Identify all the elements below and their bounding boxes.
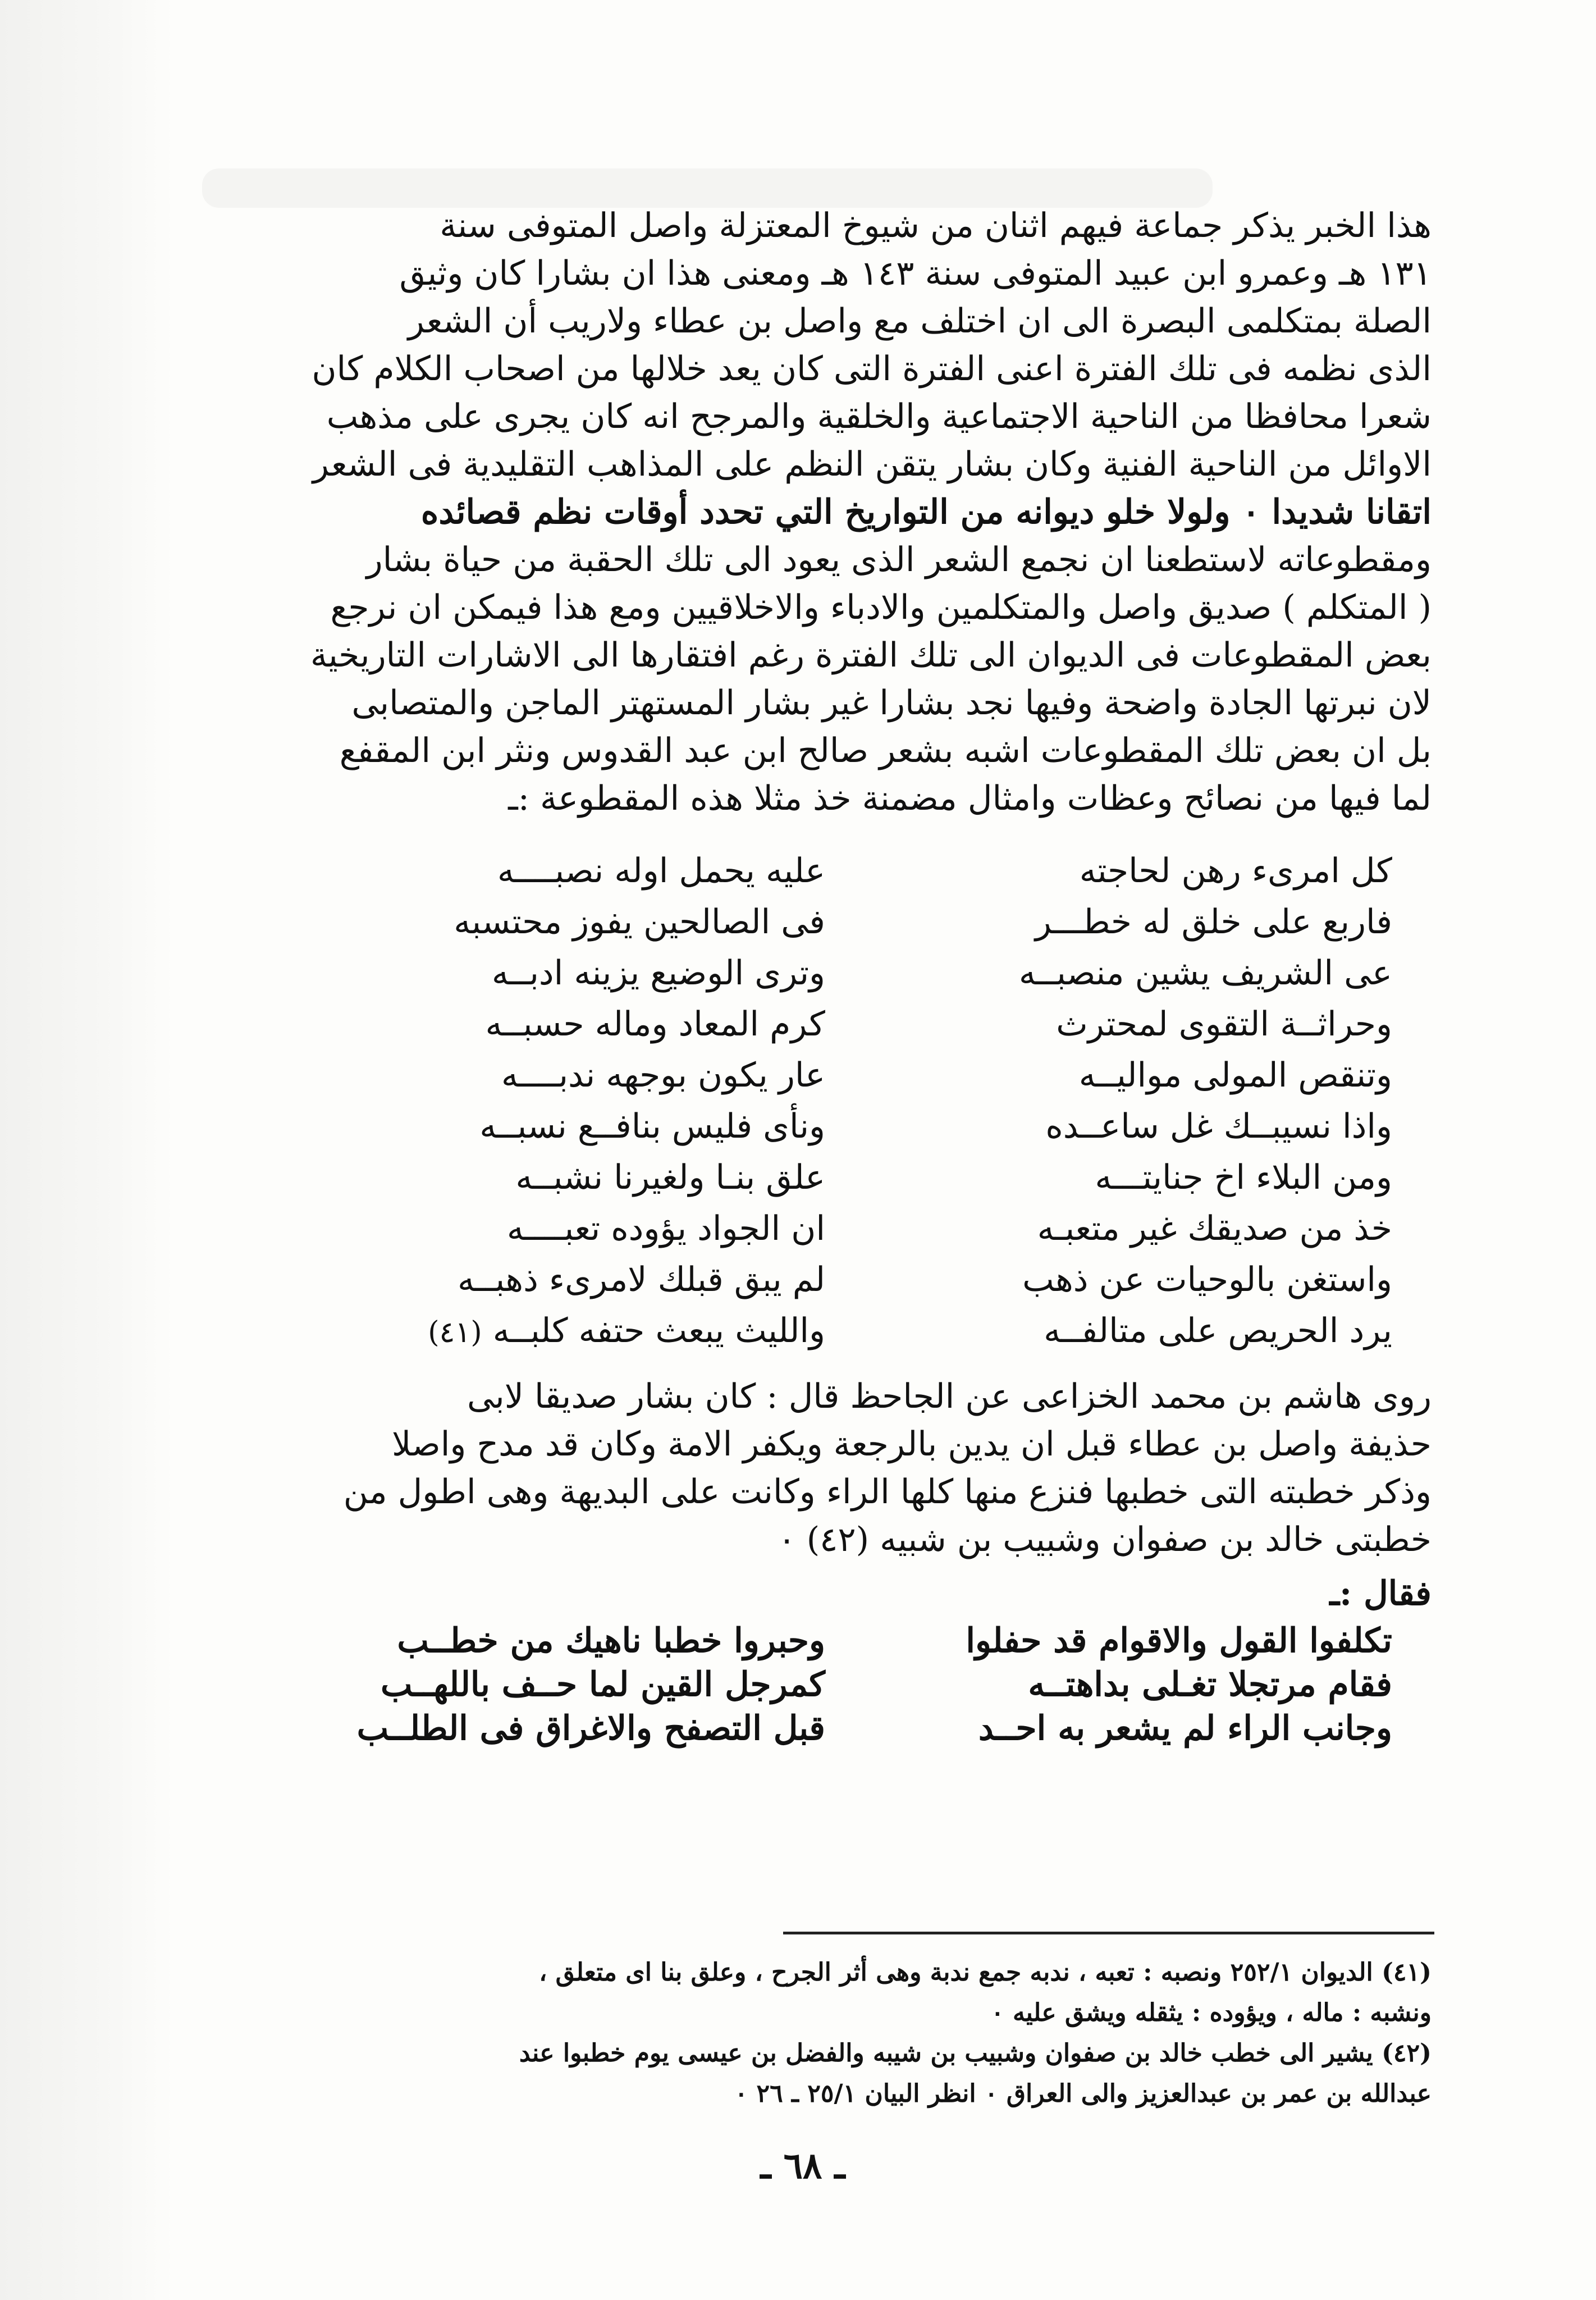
- verse-line: [185, 1305, 1432, 1356]
- footnote-reference: (٤١): [428, 1315, 482, 1349]
- text-line: لما فيها من نصائح وعظات وامثال مضمنة خذ مثلا هذه المقطوعة :ـ: [508, 779, 1432, 818]
- text-line: شعرا محافظا من الناحية الاجتماعية والخلقية والمرجح انه كان يجرى على مذهب: [326, 397, 1432, 436]
- verse-line: [185, 845, 1432, 896]
- poem-2: [185, 1619, 1432, 1750]
- verse-first-hemistich: وجانب الراء لم يشعر به احــد: [978, 1709, 1392, 1748]
- text-line: الاوائل من الناحية الفنية وكان بشار يتقن النظم على المذاهب التقليدية فى الشعر: [312, 445, 1432, 484]
- text-line: بل ان بعض تلك المقطوعات اشبه بشعر صالح ابن عبد القدوس ونثر ابن المقفع: [339, 731, 1432, 770]
- verse-first-hemistich: وتنقص المولى مواليــه: [1078, 1055, 1392, 1095]
- text-line: ( المتكلم ) صديق واصل والمتكلمين والادباء والاخلاقيين ومع هذا فيمكن ان نرجع: [330, 588, 1432, 627]
- verse-second-hemistich: وحبروا خطبا ناهيك من خطــب: [397, 1621, 825, 1660]
- verse-first-hemistich: وحراثــة التقوى لمحترث: [1056, 1004, 1392, 1044]
- verse-line: [185, 1049, 1432, 1101]
- verse-first-hemistich: فاربع على خلق له خطـــر: [1035, 902, 1392, 942]
- verse-second-hemistich: [185, 1311, 825, 1350]
- footnote-line: عبدالله بن عمر بن عبدالعزيز والى العراق ٠ انظر البيان ٢٥/١ ـ ٢٦ ٠: [734, 2079, 1432, 2108]
- text-line: حذيفة واصل بن عطاء قبل ان يدين بالرجعة ويكفر الامة وكان قد مدح واصلا: [391, 1425, 1432, 1464]
- verse-second-hemistich: فى الصالحين يفوز محتسبه: [454, 902, 825, 942]
- text-line: الصلة بمتكلمى البصرة الى ان اختلف مع واصل بن عطاء ولاريب أن الشعر: [408, 302, 1432, 341]
- verse-line: [185, 896, 1432, 947]
- verse-second-hemistich: عليه يحمل اوله نصبــــه: [497, 851, 825, 891]
- verse-line: [185, 1203, 1432, 1254]
- verse-second-hemistich: عار يكون بوجهه ندبــــه: [501, 1055, 825, 1095]
- verse-second-hemistich: وترى الوضيع يزينه ادبــه: [491, 953, 825, 993]
- text-line: هذا الخبر يذكر جماعة فيهم اثنان من شيوخ المعتزلة واصل المتوفى سنة: [440, 206, 1432, 245]
- verse-second-hemistich: قبل التصفح والاغراق فى الطلــب: [356, 1709, 825, 1748]
- paragraph-1: [185, 202, 1432, 823]
- verse-line: [185, 947, 1432, 998]
- verse-second-hemistich: ان الجواد يؤوده تعبــــه: [506, 1208, 825, 1248]
- verse-line: [185, 1706, 1432, 1750]
- footnote-divider: [783, 1932, 1434, 1934]
- verse-first-hemistich: ومن البلاء اخ جنايتـــه: [1095, 1157, 1392, 1197]
- footnote-line: (٤١) الديوان ٢٥٢/١ ونصبه : تعبه ، ندبه جمع ندبة وهى أثر الجرح ، وعلق بنا اى متعلق ،: [539, 1958, 1432, 1987]
- footnotes: [191, 1954, 1432, 2116]
- verse-first-hemistich: فقام مرتجلا تغـلى بداهتــه: [1028, 1665, 1392, 1704]
- verse-second-hemistich: كمرجل القين لما حــف باللهــب: [381, 1665, 825, 1704]
- text-line: لان نبرتها الجادة واضحة وفيها نجد بشارا غير بشار المستهتر الماجن والمتصابى: [351, 683, 1432, 723]
- verse-first-hemistich: خذ من صديقك غير متعبـه: [1037, 1208, 1392, 1248]
- poem-intro: فقال :ـ: [1329, 1574, 1432, 1613]
- text-line: ومقطوعاته لاستطعنا ان نجمع الشعر الذى يعود الى تلك الحقبة من حياة بشار: [366, 540, 1432, 579]
- verse-second-hemistich: ونأى فليس بنافــع نسبــه: [479, 1106, 825, 1146]
- verse-line: [185, 998, 1432, 1049]
- text-line: الذى نظمه فى تلك الفترة اعنى الفترة التى كان يعد خلالها من اصحاب الكلام كان: [312, 349, 1432, 389]
- text-line: بعض المقطوعات فى الديوان الى تلك الفترة رغم افتقارها الى الاشارات التاريخية: [310, 636, 1432, 675]
- paragraph-2: [185, 1373, 1432, 1564]
- verse-second-hemistich: لم يبق قبلك لامرىء ذهبــه: [458, 1259, 825, 1299]
- verse-first-hemistich: كل امرىء رهن لحاجته: [1079, 851, 1392, 891]
- verse-line: [185, 1254, 1432, 1305]
- verse-first-hemistich: يرد الحريص على متالفــه: [1044, 1311, 1392, 1350]
- verse-line: [185, 1663, 1432, 1706]
- verse-text: والليث يبعث حتفه كلبــه: [492, 1311, 825, 1350]
- verse-first-hemistich: تكلفوا القول والاقوام قد حفلوا: [966, 1621, 1392, 1660]
- footnote-line: (٤٢) يشير الى خطب خالد بن صفوان وشبيب بن شيبه والفضل بن عيسى يوم خطبوا عند: [519, 2039, 1432, 2068]
- verse-line: [185, 1152, 1432, 1203]
- scan-shadow-edge: [0, 0, 174, 2300]
- text-line: ١٣١ هـ وعمرو ابن عبيد المتوفى سنة ١٤٣ هـ ومعنى هذا ان بشارا كان وثيق: [399, 254, 1432, 293]
- verse-line: [185, 1101, 1432, 1152]
- page-number: ـ ٦٨ ـ: [760, 2145, 845, 2187]
- verse-first-hemistich: عى الشريف يشين منصبــه: [1018, 953, 1392, 993]
- footnote-line: ونشبه : ماله ، ويؤوده : يثقله ويشق عليه ٠: [991, 1998, 1432, 2027]
- verse-first-hemistich: واذا نسيبــك غل ساعــده: [1045, 1106, 1392, 1146]
- verse-second-hemistich: كرم المعاد وماله حسبــه: [485, 1004, 825, 1044]
- text-line: خطبتى خالد بن صفوان وشبيب بن شبيه (٤٢) ٠: [778, 1520, 1432, 1559]
- verse-line: [185, 1619, 1432, 1663]
- main-text: [185, 202, 1432, 1750]
- text-line: اتقانا شديدا ٠ ولولا خلو ديوانه من التواريخ التي تحدد أوقات نظم قصائده: [420, 492, 1432, 532]
- poem-1: [185, 845, 1432, 1356]
- verse-second-hemistich: علق بنـا ولغيرنا نشبــه: [515, 1157, 825, 1197]
- verse-first-hemistich: واستغن بالوحيات عن ذهب: [1022, 1259, 1392, 1299]
- text-line: وذكر خطبته التى خطبها فنزع منها كلها الراء وكانت على البديهة وهى اطول من: [343, 1472, 1432, 1512]
- text-line: روى هاشم بن محمد الخزاعى عن الجاحظ قال : كان بشار صديقا لابى: [467, 1377, 1432, 1416]
